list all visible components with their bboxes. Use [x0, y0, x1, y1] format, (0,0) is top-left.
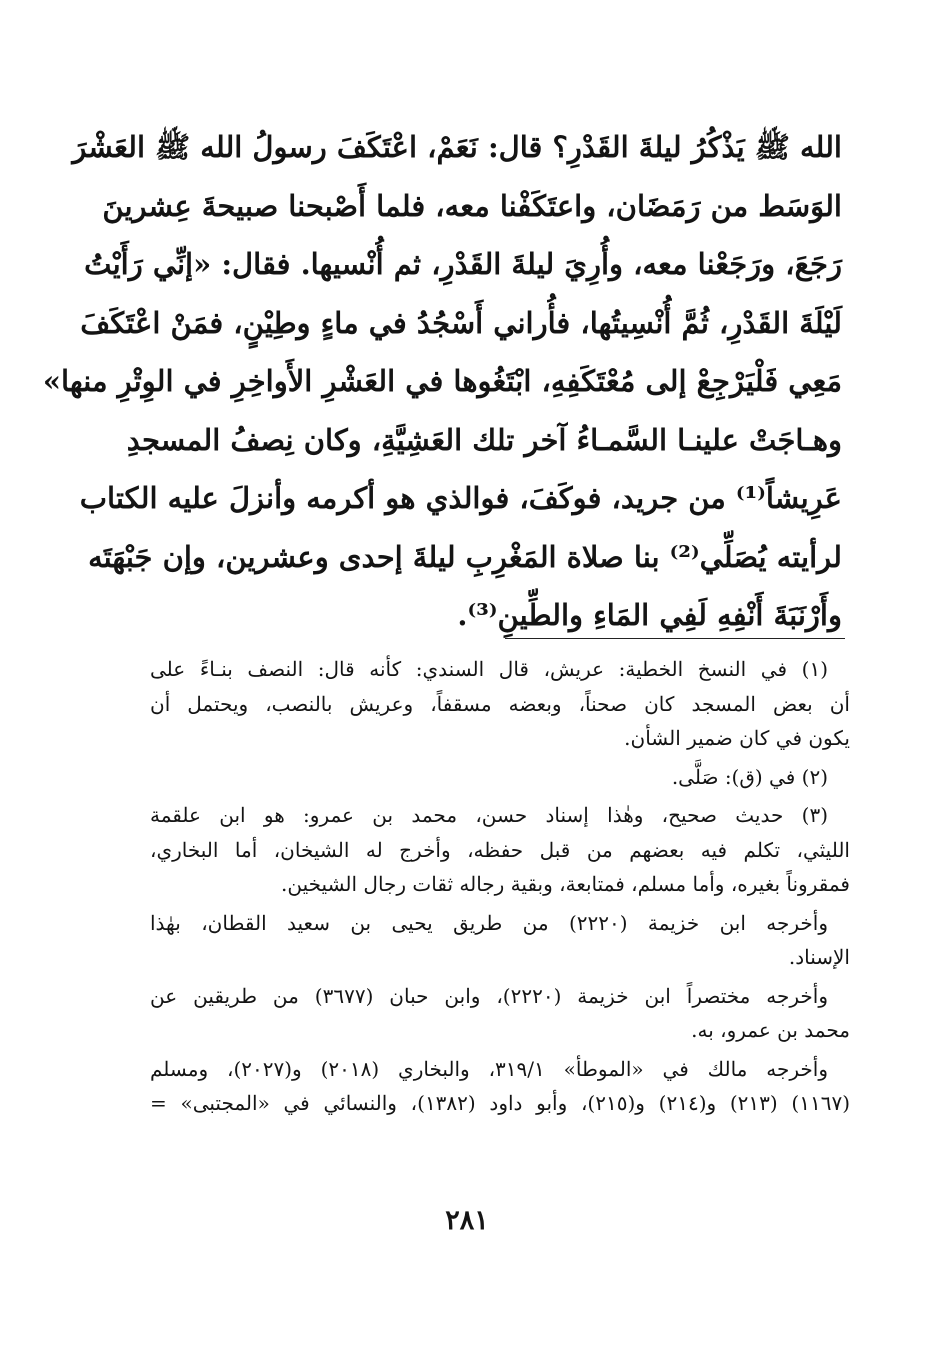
footnote-2 — [150, 760, 850, 795]
main-text-line: مَعِي فَلْيَرْجِعْ إلى مُعْتَكَفِهِ، ابْتَغُوها في العَشْرِ الأَواخِرِ في الوِتْرِ منها» — [42, 364, 842, 398]
footnote-3 — [150, 798, 850, 902]
main-text-line: الله ﷺ يَذْكُرُ ليلةَ القَدْرِ؟ قال: نَعَمْ، اعْتَكَفَ رسولُ الله ﷺ العَشْرَ — [72, 130, 842, 164]
footnote-line: يكون في كان ضمير الشأن. — [624, 726, 850, 750]
main-text-line: وهـاجَتْ علينـا السَّمـاءُ آخر تلك العَشِيَّةِ، وكان نِصفُ المسجدِ — [126, 422, 842, 457]
footnote-1 — [150, 652, 850, 756]
main-text-line: الوَسَط من رَمَضَان، واعتَكَفْنا معه، فلما أَصْبحنا صبيحةَ عِشرينَ — [102, 188, 842, 223]
footnote-line: وأخرجه ابن خزيمة (٢٢٢٠) من طريق يحيى بن سعيد القطان، بهٰذا — [150, 910, 828, 935]
footnote-line: الإسناد. — [788, 945, 850, 969]
footnote-3-paragraph-3 — [150, 979, 850, 1048]
footnote-line: (٢) في (ق): صَلَّى. — [671, 764, 828, 789]
footnote-line: وأخرجه مالك في «الموطأ» ٣١٩/١، والبخاري (٢٠١٨) و(٢٠٢٧)، ومسلم — [150, 1056, 828, 1081]
footnote-line: الليثي، تكلم فيه بعضهم من قبل حفظه، وأخرج له الشيخان، أما البخاري، — [150, 837, 850, 862]
footnote-line: فمقروناً بغيره، وأما مسلم، فمتابعة، وبقية رجاله ثقات رجال الشيخين. — [281, 872, 850, 896]
footnote-line: محمد بن عمرو، به. — [691, 1018, 850, 1042]
main-text-line: لرأيته يُصَلِّي⁽²⁾ بنا صلاة المَغْرِبِ ليلةَ إحدى وعشرين، وإن جَبْهَتَه — [88, 539, 842, 574]
main-text-line: وأَرْنَبَةَ أَنْفِهِ لَفِي المَاءِ والطِّينِ⁽³⁾. — [457, 598, 842, 632]
main-text-line: رَجَعَ، ورَجَعْنا معه، وأُرِيَ ليلةَ القَدْرِ، ثم أُنْسيها. فقال: «إنِّي رَأَيْتُ — [84, 247, 842, 281]
footnote-line: أن بعض المسجد كان صحناً، وبعضه مسقفاً، وعريش بالنصب، ويحتمل أن — [150, 691, 850, 716]
footnote-line: (١١٦٧) (٢١٣) و(٢١٤) و(٢١٥)، وأبو داود (١٣٨٢)، والنسائي في «المجتبى» = — [150, 1091, 851, 1115]
footnote-3-paragraph-4 — [150, 1052, 850, 1121]
footnote-line: وأخرجه مختصراً ابن خزيمة (٢٢٢٠)، وابن حبان (٣٦٧٧) من طريقين عن — [150, 983, 828, 1008]
main-text-line: عَرِيشاً⁽¹⁾ من جريد، فوكَفَ، فوالذي هو أكرمه وأنزلَ عليه الكتاب — [79, 481, 842, 515]
footnotes-block — [150, 652, 850, 1125]
footnote-line: (١) في النسخ الخطية: عريش، قال السندي: كأنه قال: النصف بنـاءً على — [150, 657, 828, 681]
footnote-3-paragraph-2 — [150, 906, 850, 975]
main-text-block — [42, 118, 842, 645]
footnote-separator — [505, 638, 845, 639]
footnote-line: (٣) حديث صحيح، وهٰذا إسناد حسن، محمد بن عمرو: هو ابن علقمة — [150, 803, 828, 827]
main-text-line: لَيْلَةَ القَدْرِ، ثُمَّ أُنْسِيتُها، فأُراني أَسْجُدُ في ماءٍ وطِيْنٍ، فمَنْ اعْتَكَفَ — [80, 305, 842, 340]
page-number: ٢٨١ — [445, 1205, 489, 1236]
